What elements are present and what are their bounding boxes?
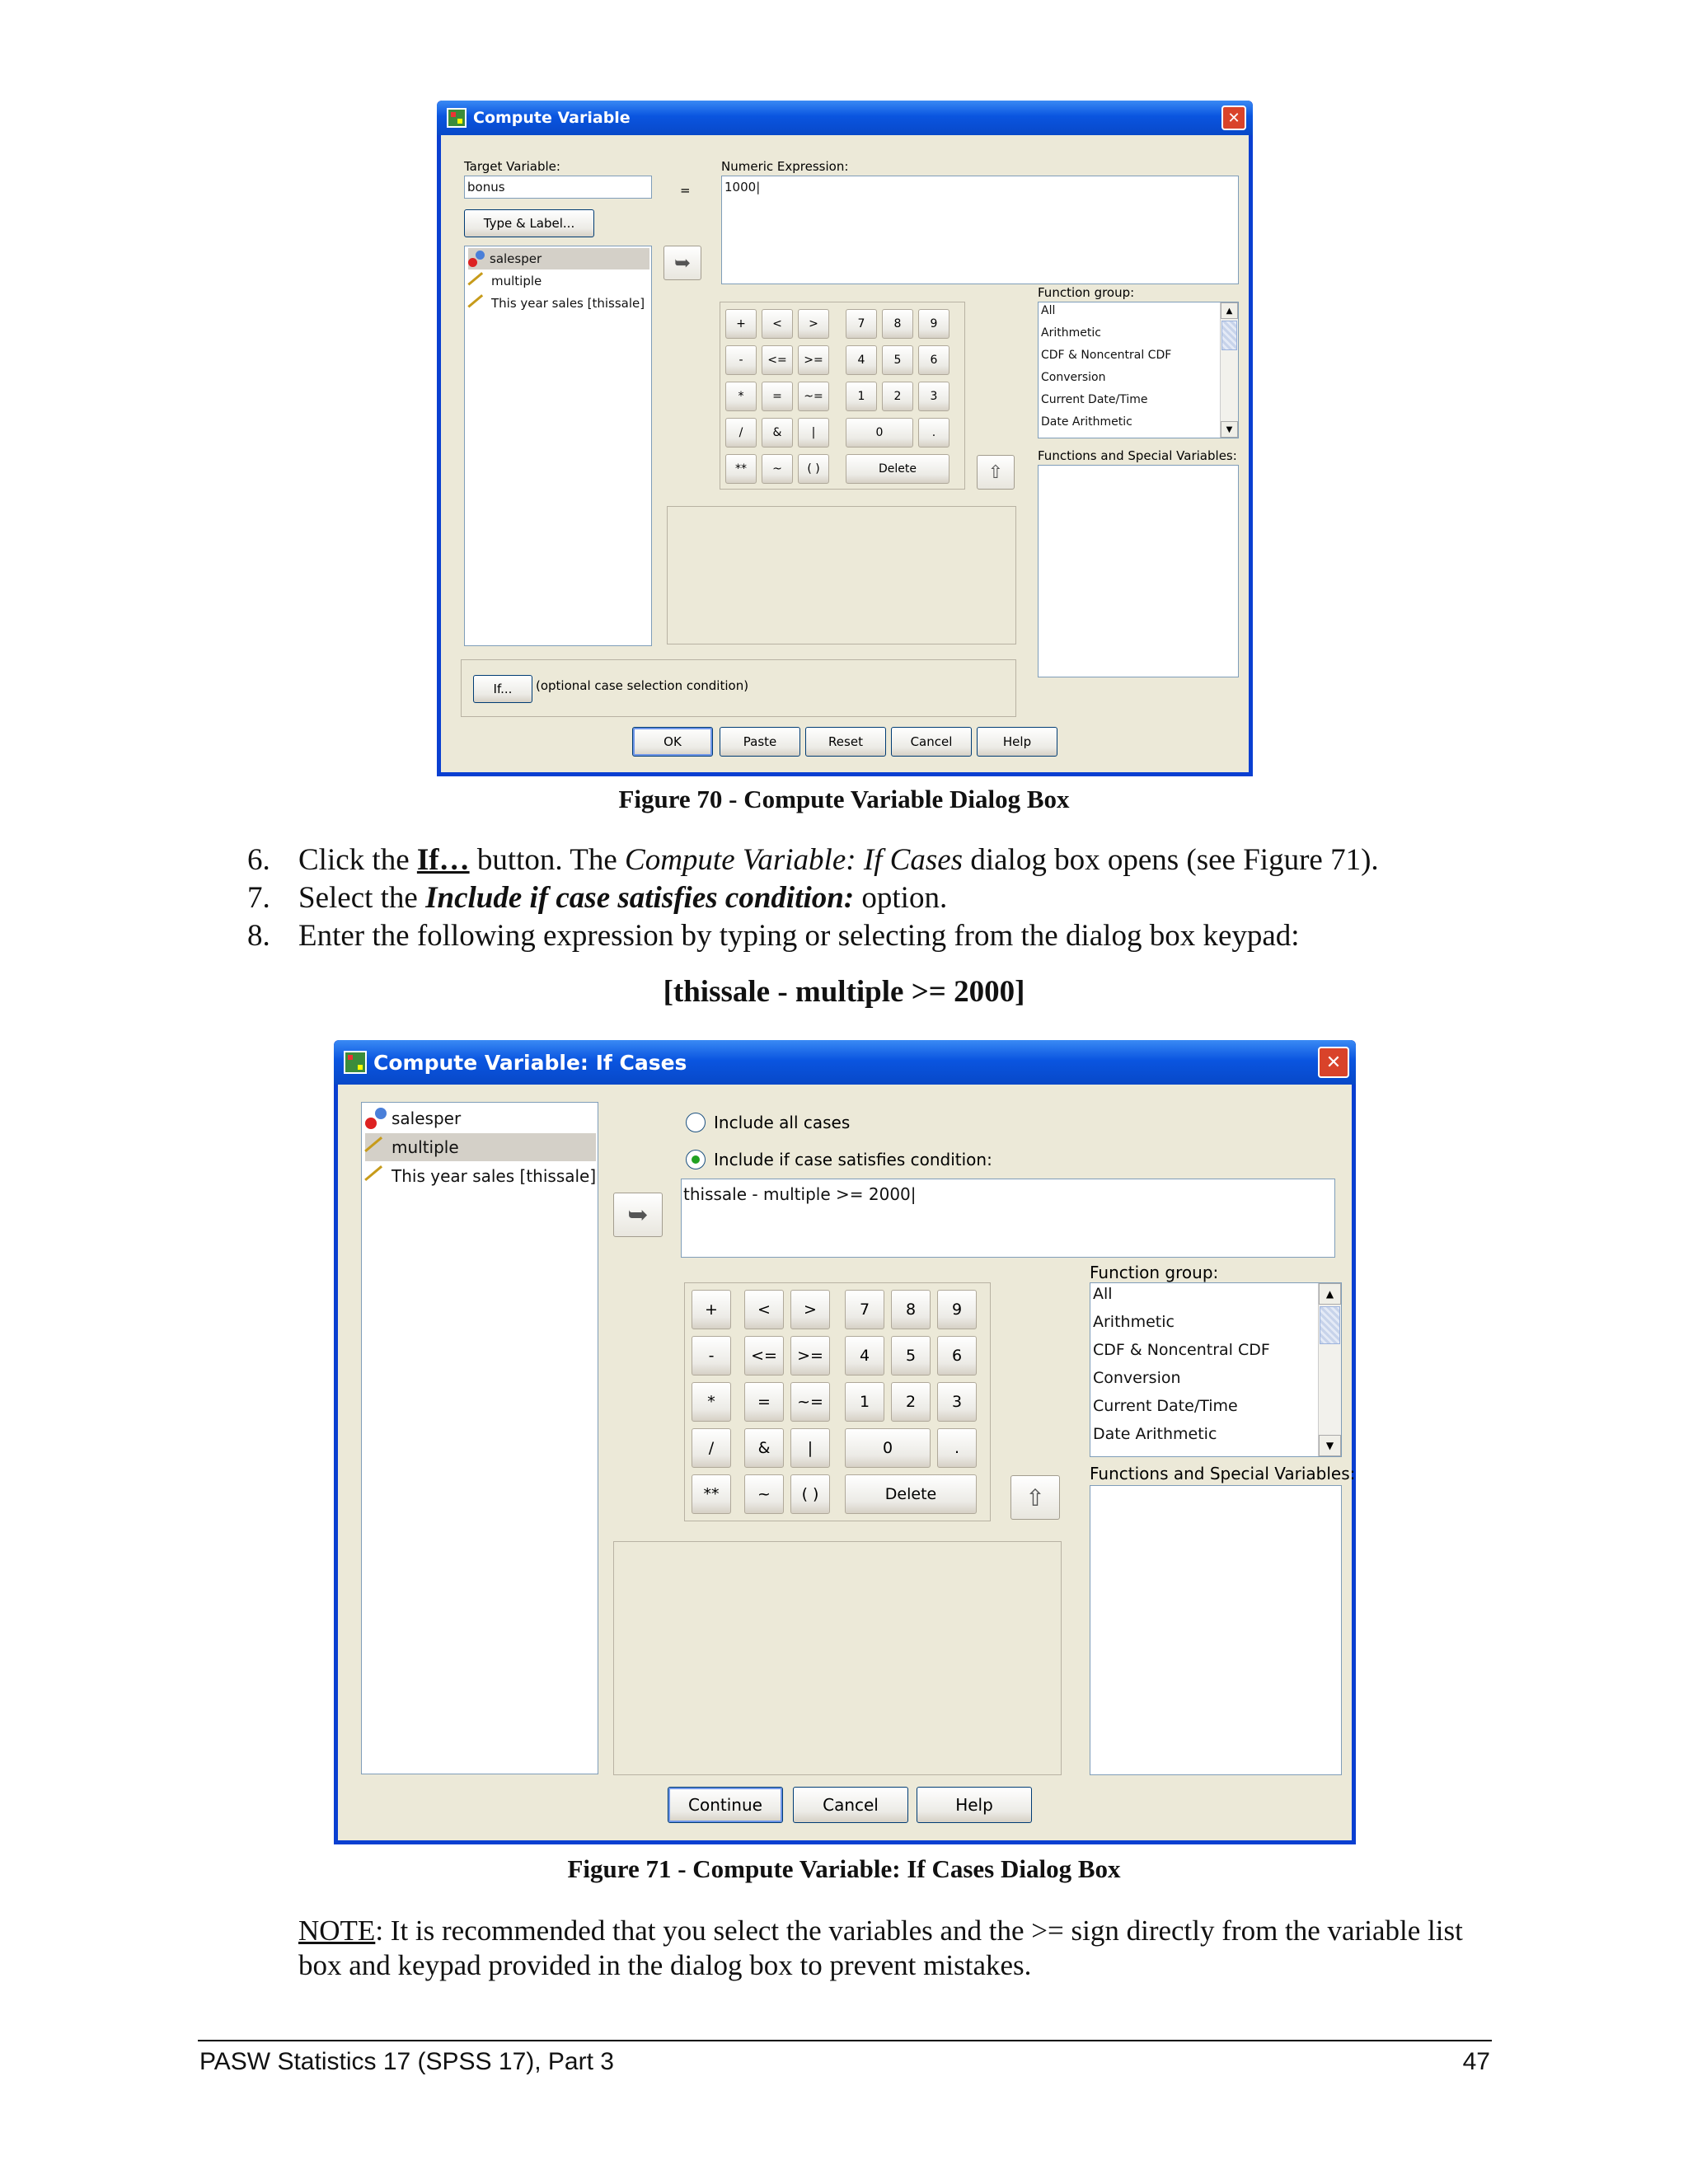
function-group-label: Function group: (1038, 285, 1135, 300)
keypad-key[interactable]: >= (790, 1336, 830, 1376)
scroll-up-icon[interactable]: ▲ (1319, 1283, 1341, 1305)
keypad-key[interactable]: 1 (845, 1382, 884, 1422)
function-group-item[interactable]: All (1093, 1285, 1113, 1303)
functions-list[interactable] (1038, 465, 1239, 677)
condition-expression-value: thissale - multiple >= 2000 (683, 1184, 911, 1204)
keypad-key[interactable]: & (762, 418, 793, 448)
keypad-key[interactable]: 9 (937, 1290, 977, 1329)
keypad-key[interactable]: 0 (845, 1428, 931, 1468)
spss-app-icon (344, 1051, 367, 1074)
keypad-key[interactable]: 7 (846, 309, 877, 339)
keypad-key[interactable]: >= (798, 345, 829, 375)
continue-button[interactable]: Continue (668, 1787, 783, 1823)
move-right-arrow-icon[interactable]: ➥ (613, 1193, 663, 1237)
cancel-button[interactable]: Cancel (793, 1787, 908, 1823)
keypad-key[interactable]: 2 (891, 1382, 931, 1422)
target-variable-input[interactable] (464, 176, 652, 199)
keypad-key[interactable]: 3 (918, 382, 950, 411)
variable-name: multiple (392, 1137, 459, 1157)
function-group-list[interactable] (1090, 1282, 1342, 1457)
functions-label: Functions and Special Variables: (1038, 448, 1237, 463)
scrollbar[interactable] (1318, 1283, 1341, 1456)
keypad-key[interactable]: 4 (845, 1336, 884, 1376)
keypad-key[interactable]: | (790, 1428, 830, 1468)
keypad-key[interactable]: 2 (882, 382, 913, 411)
keypad-key[interactable]: 0 (846, 418, 913, 448)
function-group-item[interactable]: Current Date/Time (1041, 393, 1148, 406)
keypad-key[interactable]: - (725, 345, 757, 375)
step-text: dialog box opens (see Figure 71). (963, 843, 1379, 877)
keypad-key[interactable]: . (937, 1428, 977, 1468)
numeric-expression-input[interactable]: 1000| (721, 176, 1239, 284)
keypad-key[interactable]: 8 (891, 1290, 931, 1329)
move-right-arrow-icon[interactable]: ➥ (663, 246, 701, 280)
step-bold: If… (416, 843, 470, 877)
target-variable-label: Target Variable: (464, 159, 560, 174)
function-group-item[interactable]: Arithmetic (1041, 326, 1101, 340)
functions-label: Functions and Special Variables: (1090, 1464, 1356, 1483)
keypad-key[interactable]: - (692, 1336, 731, 1376)
move-up-arrow-icon[interactable]: ⇧ (977, 455, 1015, 490)
step-8 (247, 918, 1300, 954)
cancel-button[interactable]: Cancel (891, 727, 972, 757)
variable-name: multiple (491, 274, 542, 288)
close-icon[interactable]: ✕ (1318, 1047, 1349, 1078)
variable-list[interactable] (361, 1102, 598, 1774)
variable-name: This year sales [thissale] (491, 296, 645, 311)
scroll-down-icon[interactable]: ▼ (1221, 421, 1238, 438)
step-italic: Compute Variable: If Cases (625, 843, 964, 877)
keypad-key[interactable]: 3 (937, 1382, 977, 1422)
note-text: : It is recommended that you select the variables and the >= sign directly from the variable list box and keypad provided in the dialog box to prevent mistakes. (298, 1915, 1463, 1981)
function-group-label: Function group: (1090, 1263, 1219, 1282)
figure-70-caption: Figure 70 - Compute Variable Dialog Box (618, 785, 1070, 813)
keypad-key[interactable]: 4 (846, 345, 877, 375)
keypad-key[interactable]: / (725, 418, 757, 448)
keypad-key[interactable]: ~= (790, 1382, 830, 1422)
list-item[interactable] (365, 1162, 596, 1190)
keypad-key[interactable]: > (798, 309, 829, 339)
keypad-key[interactable]: 5 (891, 1336, 931, 1376)
variable-list[interactable] (464, 246, 652, 646)
keypad-key[interactable]: 5 (882, 345, 913, 375)
help-button[interactable]: Help (917, 1787, 1032, 1823)
compute-variable-dialog (437, 101, 1253, 776)
keypad-key[interactable]: 9 (918, 309, 950, 339)
function-group-item[interactable]: Date Arithmetic (1041, 415, 1132, 429)
scale-variable-icon (467, 294, 486, 312)
reset-button[interactable]: Reset (805, 727, 886, 757)
function-description-box (613, 1541, 1062, 1775)
variable-name: salesper (490, 251, 542, 266)
step-text: Click the (298, 843, 417, 877)
function-group-item[interactable]: Conversion (1093, 1369, 1181, 1387)
keypad-key[interactable]: 1 (846, 382, 877, 411)
note-label: NOTE (298, 1915, 376, 1947)
function-group-item[interactable]: CDF & Noncentral CDF (1041, 349, 1172, 362)
if-button[interactable]: If... (473, 675, 532, 703)
keypad-key[interactable]: / (692, 1428, 731, 1468)
step-7 (247, 880, 947, 916)
include-all-cases-label[interactable]: Include all cases (714, 1113, 851, 1132)
function-description-box (667, 506, 1016, 644)
scroll-thumb[interactable] (1221, 321, 1237, 350)
scroll-up-icon[interactable]: ▲ (1221, 302, 1238, 319)
type-label-button[interactable]: Type & Label... (464, 209, 594, 237)
scale-variable-icon (467, 272, 486, 290)
function-group-item[interactable]: Current Date/Time (1093, 1397, 1238, 1415)
help-button[interactable]: Help (977, 727, 1057, 757)
list-item[interactable] (365, 1104, 596, 1132)
step-text: Select the (298, 881, 426, 915)
target-variable-value: bonus (467, 180, 505, 194)
scale-variable-icon (364, 1165, 387, 1187)
paste-button[interactable]: Paste (720, 727, 800, 757)
dialog-title: Compute Variable: If Cases (373, 1050, 687, 1075)
step-number: 6. (247, 843, 270, 877)
equals-sign: = (680, 183, 691, 198)
keypad-key[interactable]: < (762, 309, 793, 339)
list-item[interactable] (468, 248, 649, 269)
keypad-key[interactable]: . (918, 418, 950, 448)
scroll-down-icon[interactable]: ▼ (1319, 1435, 1341, 1456)
keypad (684, 1282, 991, 1521)
include-if-condition-label[interactable]: Include if case satisfies condition: (714, 1150, 992, 1169)
keypad-key[interactable]: ( ) (798, 454, 829, 484)
step-bold-italic: Include if case satisfies condition: (425, 881, 855, 915)
keypad-key[interactable]: = (762, 382, 793, 411)
if-condition-group (461, 659, 1016, 717)
function-group-item[interactable]: Conversion (1041, 371, 1106, 384)
footer-rule (198, 2040, 1492, 2041)
keypad-key[interactable]: ** (692, 1474, 731, 1514)
keypad-key[interactable]: ( ) (790, 1474, 830, 1514)
scroll-thumb[interactable] (1320, 1306, 1340, 1344)
keypad-key[interactable]: 8 (882, 309, 913, 339)
list-item[interactable] (365, 1133, 596, 1161)
list-item[interactable] (468, 270, 649, 292)
scale-variable-icon (364, 1137, 387, 1158)
function-group-item[interactable]: CDF & Noncentral CDF (1093, 1341, 1270, 1359)
variable-name: salesper (392, 1108, 462, 1128)
numeric-expression-value: 1000 (724, 180, 757, 194)
keypad-key[interactable]: ~ (744, 1474, 784, 1514)
include-all-cases-radio[interactable] (686, 1113, 706, 1132)
keypad-key[interactable]: * (692, 1382, 731, 1422)
keypad-key[interactable]: = (744, 1382, 784, 1422)
variable-name: This year sales [thissale] (392, 1166, 597, 1186)
scrollbar[interactable] (1220, 302, 1238, 438)
keypad-key[interactable]: 6 (918, 345, 950, 375)
keypad-key[interactable]: 7 (845, 1290, 884, 1329)
footer-left: PASW Statistics 17 (SPSS 17), Part 3 (199, 2048, 614, 2075)
keypad-key[interactable]: < (744, 1290, 784, 1329)
dialog-title: Compute Variable (473, 109, 631, 127)
expression: [thissale - multiple >= 2000] (663, 975, 1025, 1009)
dialog-titlebar (334, 1040, 1356, 1085)
keypad-key[interactable]: > (790, 1290, 830, 1329)
keypad-key[interactable]: | (798, 418, 829, 448)
ok-button[interactable]: OK (632, 727, 713, 757)
footer-page-number: 47 (1462, 2048, 1490, 2075)
numeric-expression-label: Numeric Expression: (721, 159, 849, 174)
move-up-arrow-icon[interactable]: ⇧ (1010, 1475, 1060, 1520)
keypad-key[interactable]: + (725, 309, 757, 339)
step-text: option. (854, 881, 948, 915)
keypad-key[interactable]: ~= (798, 382, 829, 411)
keypad-key[interactable]: ~ (762, 454, 793, 484)
function-group-item[interactable]: Arithmetic (1093, 1313, 1175, 1331)
keypad-key[interactable]: ** (725, 454, 757, 484)
function-group-item[interactable]: All (1041, 304, 1056, 317)
condition-expression-input[interactable]: thissale - multiple >= 2000| (681, 1179, 1335, 1258)
keypad-key[interactable]: Delete (845, 1474, 977, 1514)
step-number: 8. (247, 919, 270, 953)
figure-71-caption: Figure 71 - Compute Variable: If Cases Dialog Box (567, 1854, 1121, 1883)
keypad-key[interactable]: + (692, 1290, 731, 1329)
if-condition-text: (optional case selection condition) (536, 678, 749, 693)
functions-list[interactable] (1090, 1485, 1342, 1775)
keypad-key[interactable]: Delete (846, 454, 950, 484)
list-item[interactable] (468, 293, 649, 314)
step-6 (247, 842, 1379, 878)
note-paragraph (298, 1914, 1493, 1983)
step-text: button. The (469, 843, 626, 877)
step-text: Enter the following expression by typing or selecting from the dialog box keypad: (298, 919, 1300, 953)
close-icon[interactable]: ✕ (1221, 105, 1246, 130)
nominal-variable-icon (365, 1108, 387, 1129)
include-if-condition-radio[interactable] (686, 1150, 706, 1169)
spss-app-icon (447, 108, 467, 128)
keypad (720, 302, 965, 490)
step-number: 7. (247, 881, 270, 915)
keypad-key[interactable]: <= (744, 1336, 784, 1376)
keypad-key[interactable]: <= (762, 345, 793, 375)
function-group-list[interactable] (1038, 302, 1239, 438)
nominal-variable-icon (468, 251, 485, 267)
keypad-key[interactable]: & (744, 1428, 784, 1468)
keypad-key[interactable]: 6 (937, 1336, 977, 1376)
function-group-item[interactable]: Date Arithmetic (1093, 1425, 1217, 1443)
if-cases-dialog (334, 1040, 1356, 1844)
dialog-titlebar (437, 101, 1253, 135)
keypad-key[interactable]: * (725, 382, 757, 411)
